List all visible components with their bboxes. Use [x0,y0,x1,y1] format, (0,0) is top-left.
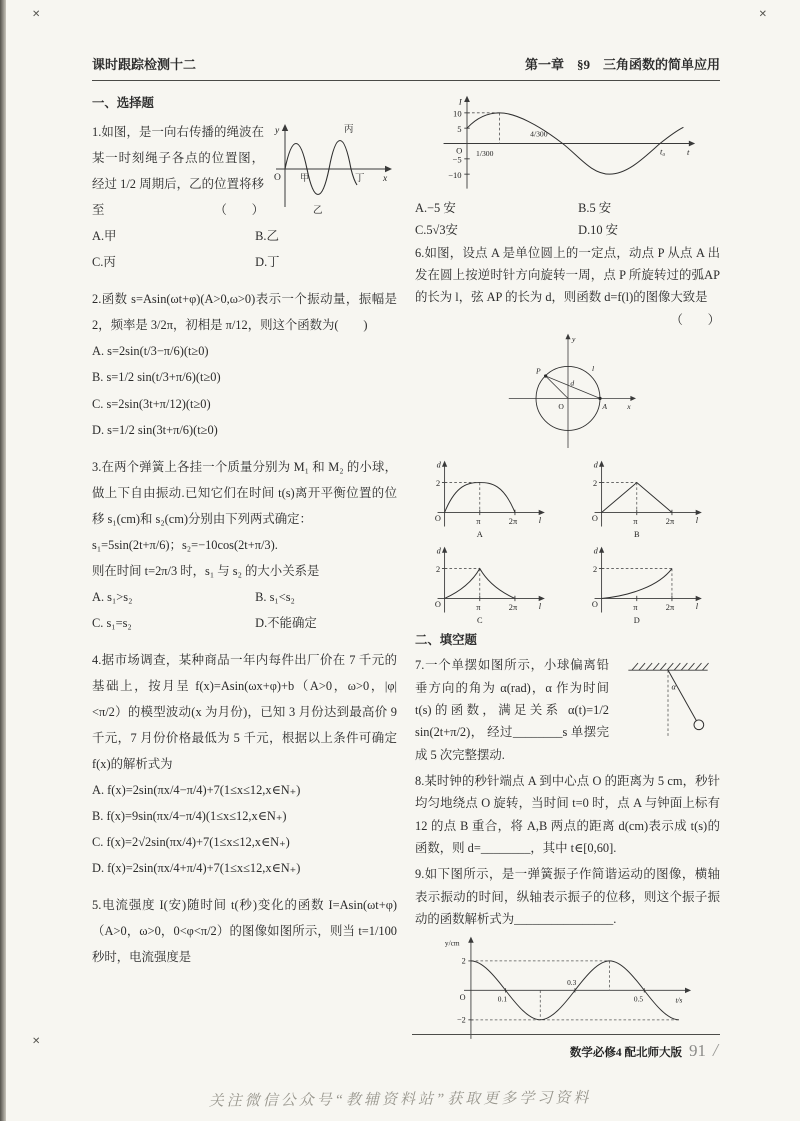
wave-point-yi: 乙 [313,206,323,216]
origin-label: O [435,600,442,610]
unit-circle-chart [496,331,640,453]
q6-graph-B [584,456,708,539]
q5-option-d: D.10 安 [578,223,619,238]
footer-rule [412,1034,720,1035]
section-title-blank: 二、填空题 [415,632,477,647]
current-origin-label: O [455,145,462,156]
tick-2pi: 2π [665,602,674,612]
left-column [92,90,397,1050]
tick-pi: π [632,516,638,526]
wave-point-bing: 丙 [344,125,354,136]
q1-option-c: C.丙 [92,255,116,270]
page-header [92,54,720,81]
page-footer [570,1040,718,1061]
q6-graph-C [427,542,551,625]
tick-minus5: −5 [451,154,462,165]
q6-stem: 6.如图，设点 A 是单位圆上的一定点，动点 P 从点 A 出发在圆上按逆时针方向旋转一周，点 P 所旋转过的弧AP的长为 l，弦 AP 的长为 d，则函数 d=f(l)的图像大致是 [415,245,720,305]
q4-option-b: B. f(x)=9sin(πx/4−π/4)(1≤x≤12,x∈N₊) [92,809,287,824]
q2-option-d: D. s=1/2 sin(3t+π/6)(t≥0) [92,422,218,437]
l-axis-label: l [538,601,542,611]
q3-option-b: B. s₁<s₂ [255,589,295,604]
point-A-dot [598,397,601,400]
q4-option-a: A. f(x)=2sin(πx/4−π/4)+7(1≤x≤12,x∈N₊) [92,783,301,798]
tick-10: 10 [452,108,462,119]
origin-label: O [591,600,598,610]
tick-2: 2 [592,565,597,575]
wave-x-axis-label: x [383,174,388,185]
angle-alpha-label: α [671,682,676,692]
scan-edge-shadow [0,0,6,1121]
registration-mark: ✕ [32,9,41,20]
figure-current-graph [415,93,720,194]
header-lesson-title: 课时跟踪检测十二 [92,57,197,72]
q2-option-c: C. s=2sin(3t+π/12)(t≥0) [92,396,211,411]
wave-origin-label: O [274,173,281,184]
time-axis-label: t [686,147,689,158]
figure-unit-circle [415,331,720,453]
curve-D [601,569,671,599]
q1-option-d: D.丁 [255,255,280,270]
q9-stem: 9.如下图所示，是一弹簧振子作简谐运动的图像，横轴表示振动的时间，纵轴表示振子的位移，则这个振子振动的函数解析式为________________. [415,867,720,926]
q2-stem: 2.函数 s=Asin(ωt+φ)(A>0,ω>0)表示一个振动量，振幅是 2，频率是 3/2π，初相是 π/12，则这个函数为( ) [92,292,397,333]
q8-stem: 8.某时钟的秒针端点 A 到中心点 O 的距离为 5 cm，秒针均匀地绕点 O 旋转，当时间 t=0 时，点 A 与钟面上标有 12 的点 B 重合，将 A,B 两点的距离 d(cm)表示成 t(s)的函数，则 d=________，其中 t∈[0,60]. [415,773,720,855]
t-s-axis-label: t/s [674,995,682,1005]
q6-graph-D [584,542,708,625]
graph-letter-D: D [633,616,640,625]
question-2 [92,286,397,442]
q4-option-c: C. f(x)=2√2sin(πx/4)+7(1≤x≤12,x∈N₊) [92,835,290,850]
tick-pi: π [632,602,638,612]
question-8 [415,770,720,859]
q5-options [415,197,720,242]
circle-y-label: y [571,334,575,344]
tick-minus2: −2 [456,1015,466,1025]
registration-mark: ✕ [32,1036,41,1047]
right-column [415,90,720,1050]
spring-origin-label: O [459,993,466,1003]
tick-2pi: 2π [509,516,518,526]
q5-stem: 5.电流强度 I(安)随时间 t(秒)变化的函数 I=Asin(ωt+φ)（A>0，ω>0，0<φ<π/2）的图像如图所示，则当 t=1/100 秒时，电流强度是 [92,898,397,965]
tick-0-3: 0.3 [566,978,576,988]
tick-one-300th: 1/300 [475,149,493,159]
tick-2: 2 [461,956,466,966]
tick-2pi: 2π [509,602,518,612]
current-time-chart [436,93,700,194]
q5-option-c: C.5√3安 [415,223,458,238]
d-axis-label: d [436,460,442,470]
q3-option-d: D.不能确定 [255,615,317,630]
question-4 [92,647,397,881]
circle-x-label: x [626,401,631,411]
chord-length-label: d [569,378,574,388]
tick-2: 2 [436,565,441,575]
tick-0-1: 0.1 [497,994,507,1004]
q1-option-b: B.乙 [255,229,279,244]
question-5 [92,892,397,970]
question-9 [415,863,720,1046]
pendulum-rod [668,670,696,720]
point-P-dot [544,374,547,377]
spring-oscillation-chart [438,933,698,1046]
wave-y-axis-label: y [275,126,280,137]
page-number: 91 [688,1041,706,1060]
tick-pi: π [476,516,481,526]
graph-letter-B: B [633,530,640,539]
point-P-label: P [535,366,541,376]
q7-stem: 7.一个单摆如图所示，小球偏离铅垂方向的角为 α(rad)，α 作为时间 t(s)的函数，满足关系 α(t)=1/2 sin(2t+π/2)， [415,658,609,740]
l-axis-label: l [695,601,698,611]
q6-graph-A [427,456,551,539]
question-3 [92,454,397,636]
circle-origin-label: O [557,401,564,411]
page-content [92,90,720,1050]
q6-answer-bracket: （ ） [670,312,720,327]
q3-displacement-formulas: s₁=5sin(2t+π/6)；s₂=−10cos(2t+π/3). [92,537,278,552]
section-title-choice: 一、选择题 [92,96,154,110]
q3-stem: 3.在两个弹簧上各挂一个质量分别为 M₁ 和 M₂ 的小球，做上下自由振动.已知它们在时间 t(s)离开平衡位置的位移 s₁(cm)和 s₂(cm)分别由下列两式确定： [92,459,397,526]
q3-stem-continued: 则在时间 t=2π/3 时，s₁ 与 s₂ 的大小关系是 [92,563,320,578]
q4-stem: 4.据市场调查，某种商品一年内每件出厂价在 7 千元的基础上，按月呈 f(x)=Asin(ωx+φ)+b（A>0，ω>0，|φ|<π/2）的模型波动(x 为月份)，已知 3 月份达到最高价 9 千元，7 月份价格最低为 5 千元，根据以上条件可确定 f(x)的解析式为 [92,652,397,772]
question-1 [92,119,397,275]
tick-2: 2 [592,479,597,489]
wave-point-jia: 甲 [300,174,310,185]
d-axis-label: d [593,546,598,556]
page-number-slash: / [712,1040,718,1060]
ceiling-hatching [632,663,709,670]
tick-pi: π [476,602,481,612]
wechat-promo-note: 关注微信公众号“教辅资料站”获取更多学习资料 [208,1090,592,1110]
q2-option-a: A. s=2sin(t/3−π/6)(t≥0) [92,344,209,359]
pendulum-ball [694,720,704,730]
tick-2pi: 2π [665,516,674,526]
q7-blank-line: 经过________s 单摆完成 5 次完整摆动. [415,725,609,762]
tick-0-5: 0.5 [633,994,643,1004]
figure-rope-wave [271,121,397,215]
q3-option-a: A. s₁>s₂ [92,589,133,604]
tick-2: 2 [436,479,441,489]
current-axis-label: I [458,96,462,107]
tick-minus10: −10 [447,169,462,180]
q1-stem: 1.如图，是一向右传播的绳波在某一时刻绳子各点的位置图，经过 1/2 周期后，乙的位置将移至 [92,125,264,218]
wave-point-ding: 丁 [355,174,365,185]
origin-label: O [591,514,598,524]
l-axis-label: l [538,515,542,525]
origin-label: O [435,514,442,524]
tick-5: 5 [456,123,462,134]
l-axis-label: l [695,515,698,525]
rope-wave-curve [285,141,357,195]
tick-t0: t₀ [659,146,665,157]
graph-letter-C: C [477,616,483,625]
figure-pendulum [616,656,720,746]
figure-spring-oscillation [415,933,720,1046]
q3-option-c: C. s₁=s₂ [92,615,132,630]
q1-option-a: A.甲 [92,229,117,244]
tick-four-300th: 4/300 [529,129,548,139]
q2-option-b: B. s=1/2 sin(t/3+π/6)(t≥0) [92,370,221,385]
q5-option-a: A.−5 安 [415,201,456,215]
rope-wave-chart [271,121,397,215]
y-cm-axis-label: y/cm [444,938,460,948]
q4-option-d: D. f(x)=2sin(πx/4+π/4)+7(1≤x≤12,x∈N₊) [92,861,301,876]
book-edition-label: 数学必修4 配北师大版 [569,1047,682,1059]
graph-letter-A: A [477,530,484,539]
question-6 [415,242,720,625]
question-7 [415,654,720,766]
header-chapter-title: 第一章 §9 三角函数的简单应用 [524,57,720,72]
pendulum-diagram [616,656,720,746]
registration-mark: ✕ [758,9,767,20]
q6-option-graphs [415,456,720,625]
d-axis-label: d [593,460,598,470]
point-A-label: A [601,401,607,411]
radius-OP [545,376,567,398]
d-axis-label: d [436,546,442,556]
q5-option-b: B.5 安 [578,201,612,215]
q1-answer-bracket: （ ） [214,203,264,218]
arc-length-label: l [591,364,594,374]
